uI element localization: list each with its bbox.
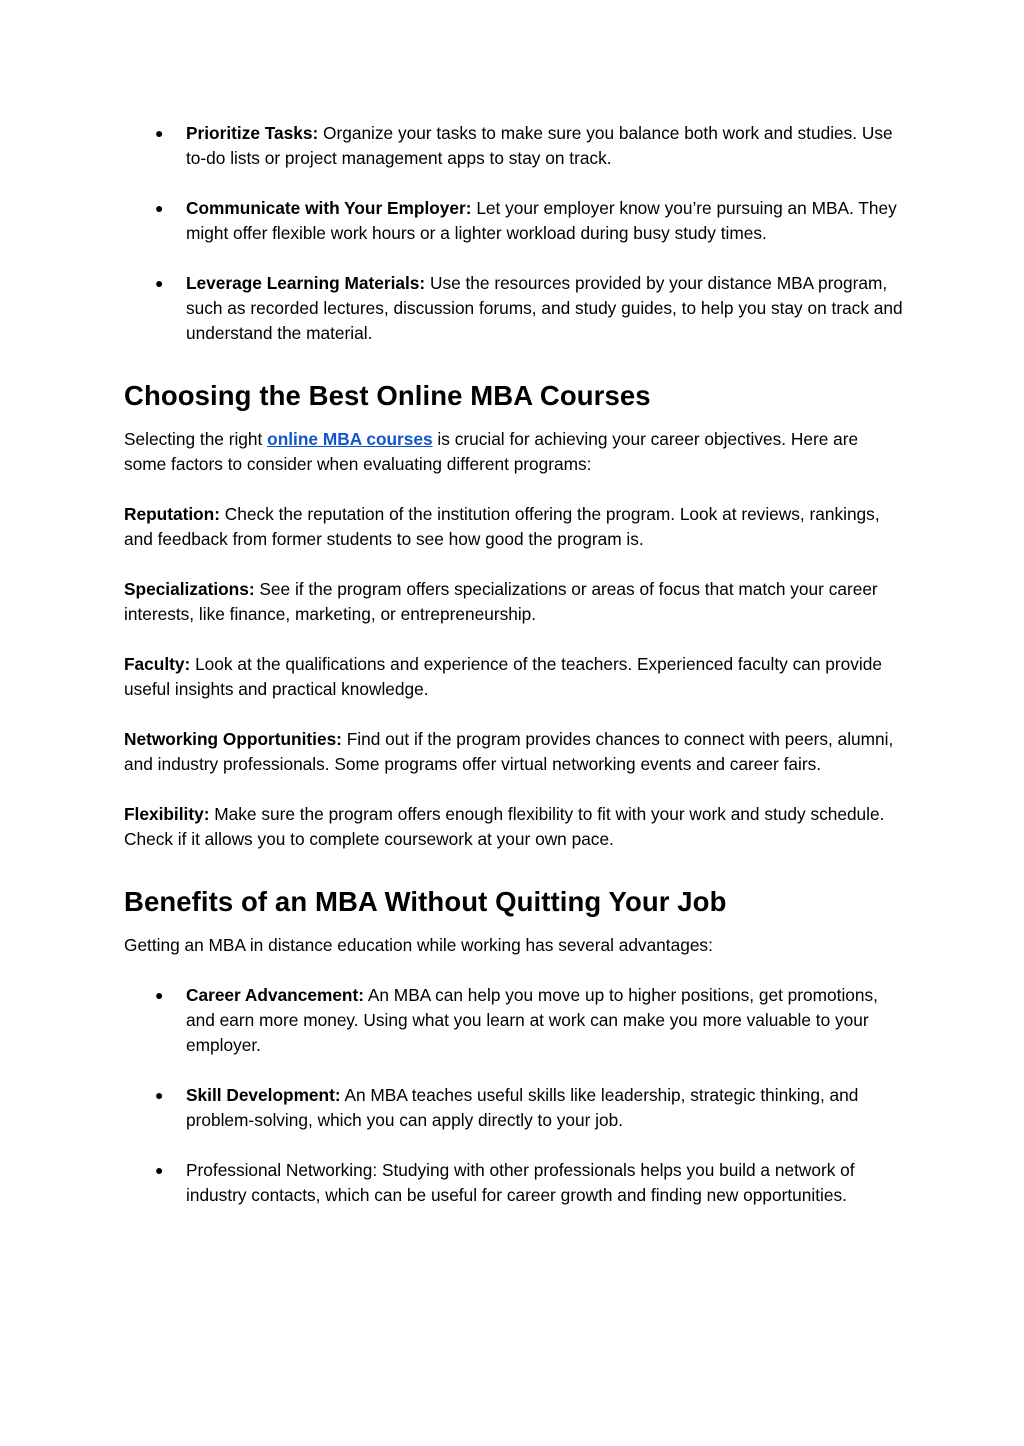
factor-paragraph [124,577,904,627]
section-heading-courses: Choosing the Best Online MBA Courses [124,380,651,411]
factor-paragraph [124,727,904,777]
list-item-text: Let your employer know you’re pursuing an MBA. They might offer flexible work hours or a lighter workload during busy study times. [186,198,897,243]
factor-text: Find out if the program provides chances to connect with peers, alumni, and industry professionals. Some programs offer virtual networking events and career fairs. [124,729,894,774]
list-item-text: An MBA can help you move up to higher positions, get promotions, and earn more money. Using what you learn at work can make you more valuable to your employer. [186,985,878,1055]
tips-list [124,121,904,346]
list-item [124,1158,904,1208]
courses-intro [124,427,904,477]
bullet-icon: ● [155,275,164,291]
list-item-title: Leverage Learning Materials: [186,273,426,293]
section-heading-benefits: Benefits of an MBA Without Quitting Your Job [124,886,727,917]
document-page [124,121,904,1208]
list-item-text: Use the resources provided by your distance MBA program, such as recorded lectures, discussion forums, and study guides, to help you stay on track and understand the material. [186,273,903,343]
list-item [124,196,904,246]
factor-title: Faculty: [124,654,191,674]
factor-text: Look at the qualifications and experience of the teachers. Experienced faculty can provide useful insights and practical knowledge. [124,654,882,699]
factor-paragraph [124,502,904,552]
factor-paragraph [124,802,904,852]
courses-intro-before: Selecting the right [124,429,268,449]
bullet-icon: ● [155,125,164,141]
benefits-intro: Getting an MBA in distance education while working has several advantages: [124,935,713,955]
factor-title: Networking Opportunities: [124,729,342,749]
benefits-list [124,983,904,1208]
factor-paragraph [124,652,904,702]
list-item-text: Organize your tasks to make sure you balance both work and studies. Use to-do lists or project management apps to stay on track. [186,123,893,168]
list-item-text: Professional Networking: Studying with other professionals helps you build a network of industry contacts, which can be useful for career growth and finding new opportunities. [186,1160,855,1205]
list-item-text: An MBA teaches useful skills like leadership, strategic thinking, and problem-solving, which you can apply directly to your job. [186,1085,859,1130]
courses-intro-after: is crucial for achieving your career objectives. Here are some factors to consider when evaluating different programs: [124,429,859,474]
list-item [124,1083,904,1133]
factor-title: Reputation: [124,504,220,524]
factor-title: Flexibility: [124,804,210,824]
list-item [124,121,904,171]
factor-text: Make sure the program offers enough flexibility to fit with your work and study schedule. Check if it allows you to complete coursework at your own pace. [124,804,885,849]
bullet-icon: ● [155,200,164,216]
list-item-title: Career Advancement: [186,985,365,1005]
online-mba-courses-link[interactable]: online MBA courses [267,429,433,449]
list-item [124,271,904,346]
factor-text: See if the program offers specializations or areas of focus that match your career interests, like finance, marketing, or entrepreneurship. [124,579,878,624]
list-item-title: Skill Development: [186,1085,341,1105]
list-item-title: Communicate with Your Employer: [186,198,472,218]
factor-title: Specializations: [124,579,255,599]
factor-text: Check the reputation of the institution offering the program. Look at reviews, rankings, and feedback from former students to see how good the program is. [124,504,880,549]
list-item-title: Prioritize Tasks: [186,123,319,143]
bullet-icon: ● [155,1162,164,1178]
bullet-icon: ● [155,987,164,1003]
list-item [124,983,904,1058]
bullet-icon: ● [155,1087,164,1103]
